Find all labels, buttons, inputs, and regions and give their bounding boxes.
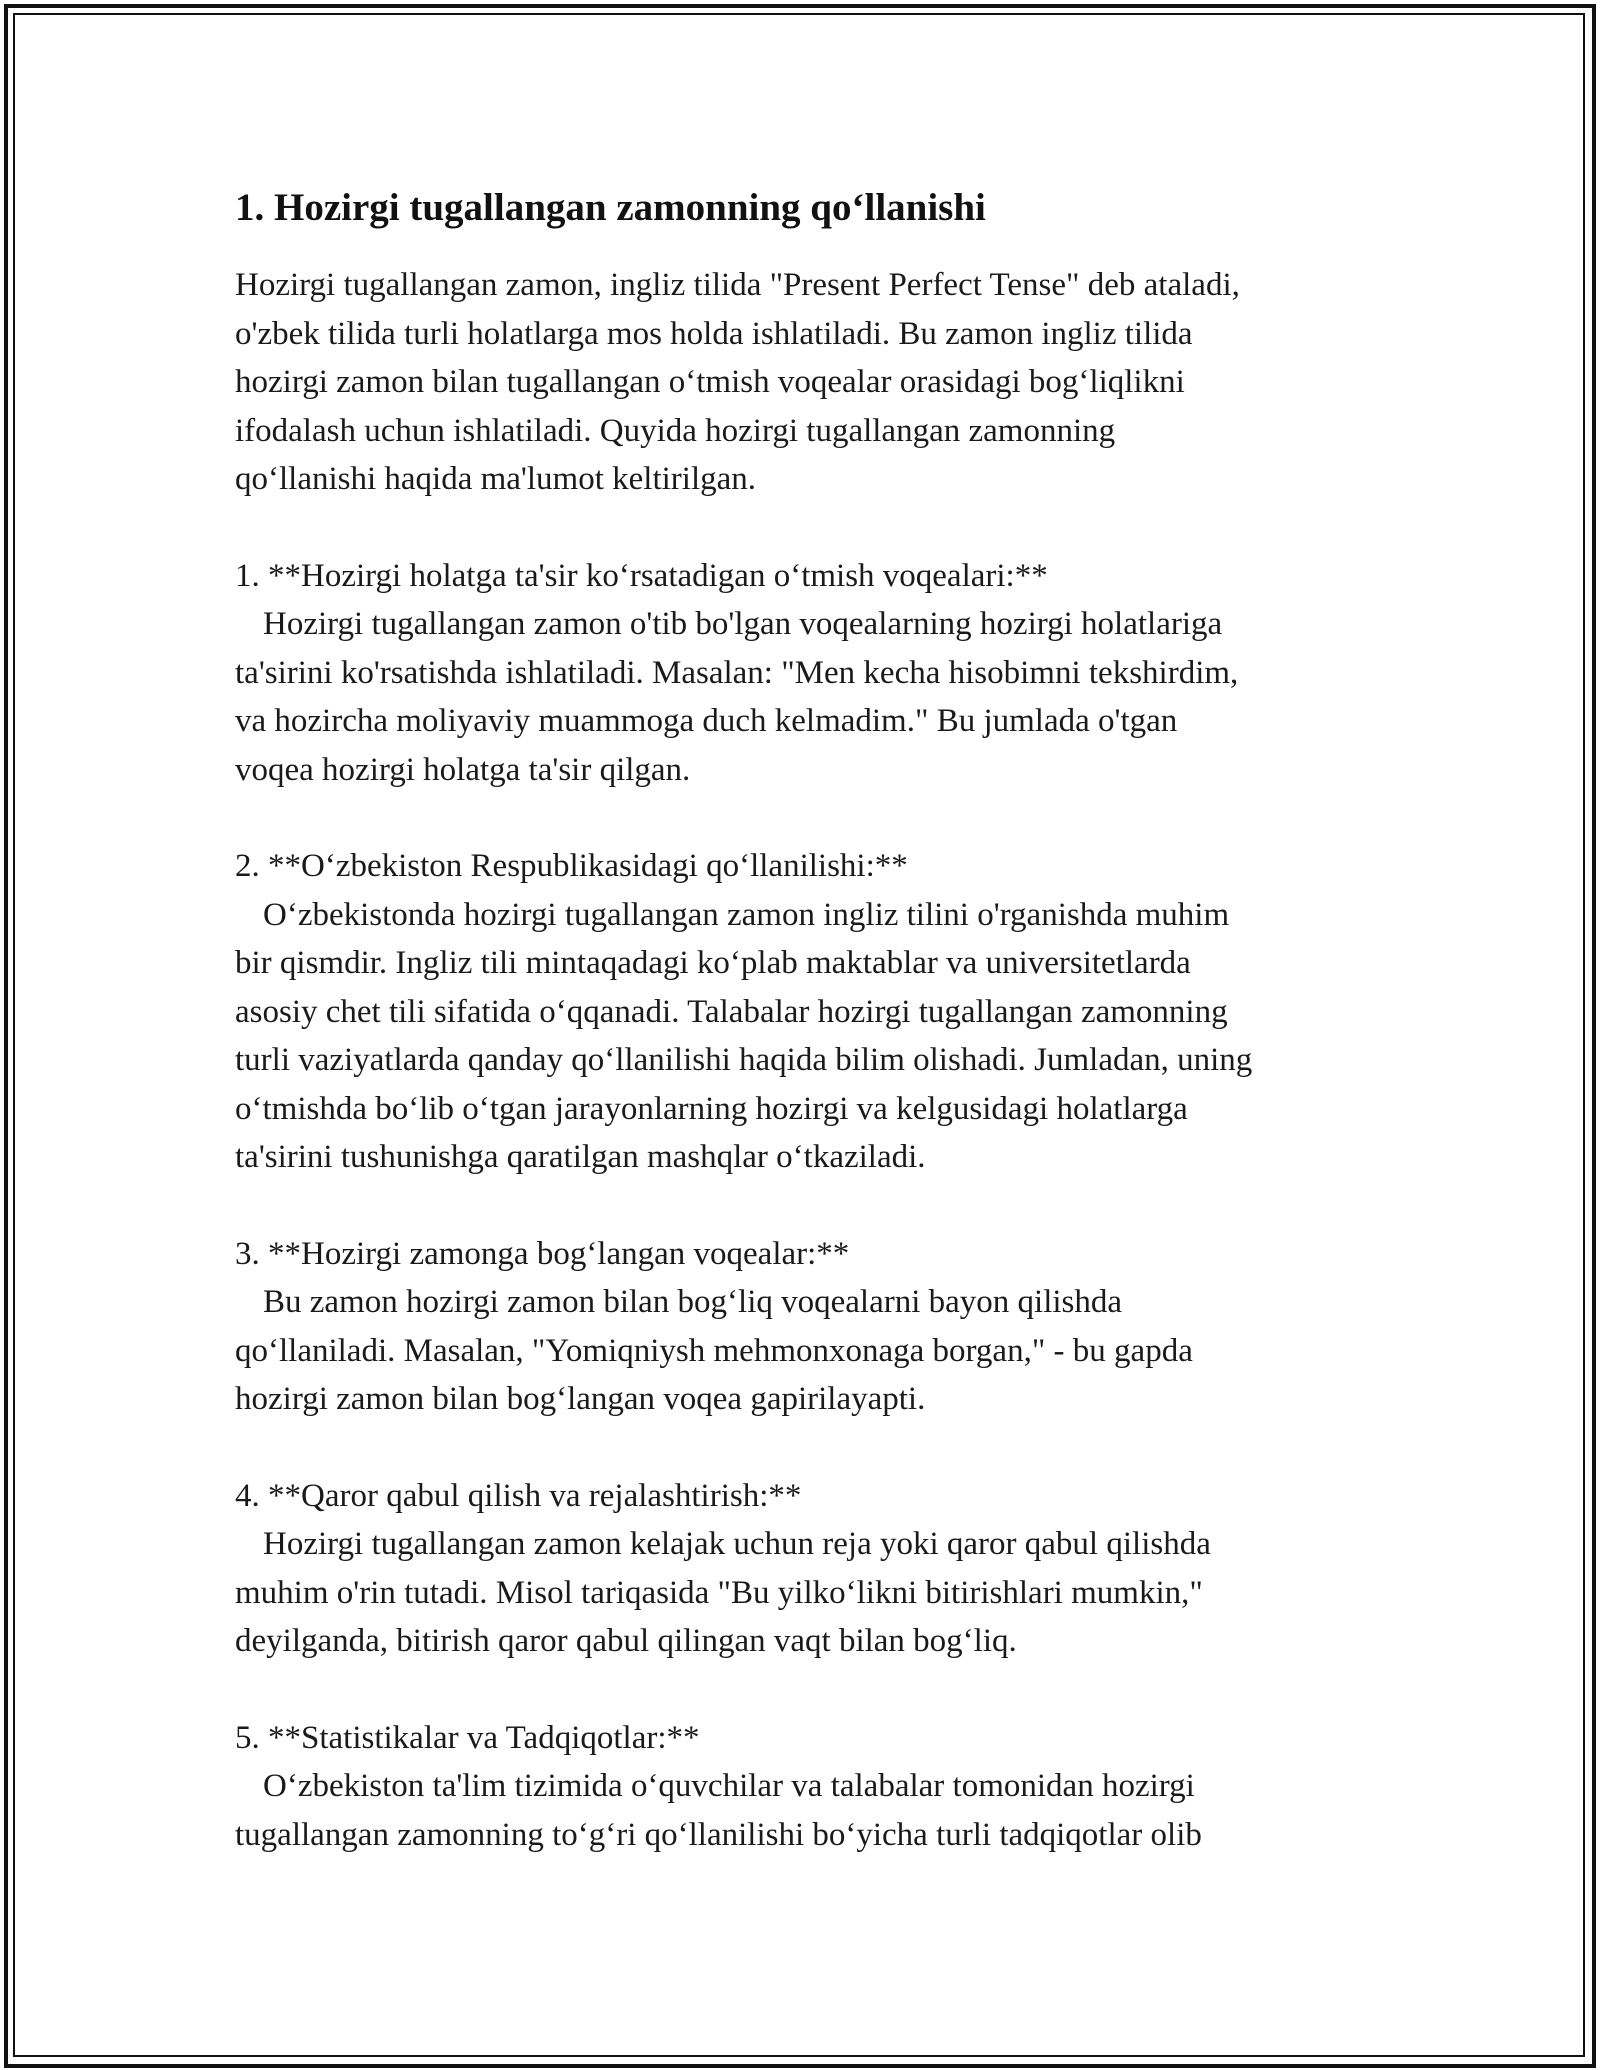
body-line: tugallangan zamonning to‘g‘ri qo‘llanilishi bo‘yicha turli tadqiqotlar olib (235, 1816, 1202, 1853)
section-5 (235, 1714, 1385, 1860)
section-heading: 2. **O‘zbekiston Respublikasidagi qo‘llanilishi:** (235, 848, 908, 884)
section-heading: 5. **Statistikalar va Tadqiqotlar:** (235, 1719, 700, 1756)
document-title: 1. Hozirgi tugallangan zamonning qo‘llanishi (235, 186, 986, 229)
section-body (235, 1762, 1385, 1859)
body-line: Hozirgi tugallangan zamon kelajak uchun reja yoki qaror qabul qilishda (263, 1526, 1211, 1562)
section-1 (235, 552, 1385, 795)
intro-line: ifodalash uchun ishlatiladi. Quyida hozirgi tugallangan zamonning (235, 412, 1116, 449)
body-line: voqea hozirgi holatga ta'sir qilgan. (235, 751, 691, 788)
body-line: turli vaziyatlarda qanday qo‘llanilishi haqida bilim olishadi. Jumladan, uning (235, 1042, 1253, 1078)
body-line: asosiy chet tili sifatida o‘qqanadi. Talabalar hozirgi tugallangan zamonning (235, 993, 1228, 1030)
section-heading: 3. **Hozirgi zamonga bog‘langan voqealar:** (235, 1235, 850, 1272)
section-body (235, 1278, 1385, 1424)
document-body (235, 184, 1385, 1907)
body-line: O‘zbekiston ta'lim tizimida o‘quvchilar va talabalar tomonidan hozirgi (263, 1768, 1195, 1804)
body-line: ta'sirini tushunishga qaratilgan mashqlar o‘tkaziladi. (235, 1139, 926, 1175)
section-4 (235, 1472, 1385, 1666)
body-line: O‘zbekistonda hozirgi tugallangan zamon ingliz tilini o'rganishda muhim (263, 896, 1230, 933)
body-line: o‘tmishda bo‘lib o‘tgan jarayonlarning hozirgi va kelgusidagi holatlarga (235, 1090, 1188, 1127)
body-line: deyilganda, bitirish qaror qabul qilingan vaqt bilan bog‘liq. (235, 1623, 1017, 1659)
section-heading: 4. **Qaror qabul qilish va rejalashtirish:** (235, 1477, 802, 1514)
intro-line: hozirgi zamon bilan tugallangan o‘tmish voqealar orasidagi bog‘liqlikni (235, 364, 1185, 400)
section-body (235, 1520, 1385, 1666)
body-line: hozirgi zamon bilan bog‘langan voqea gapirilayapti. (235, 1381, 926, 1417)
body-line: muhim o'rin tutadi. Misol tariqasida "Bu yilko‘likni bitirishlari mumkin," (235, 1574, 1203, 1611)
intro-line: o'zbek tilida turli holatlarga mos holda ishlatiladi. Bu zamon ingliz tilida (235, 315, 1193, 352)
body-line: Bu zamon hozirgi zamon bilan bog‘liq voqealarni bayon qilishda (263, 1284, 1123, 1320)
intro-line: qo‘llanishi haqida ma'lumot keltirilgan. (235, 461, 757, 497)
intro-paragraph (235, 261, 1385, 504)
section-2 (235, 842, 1385, 1182)
body-line: qo‘llaniladi. Masalan, "Yomiqniysh mehmonxonaga borgan," - bu gapda (235, 1332, 1193, 1369)
section-body (235, 600, 1385, 794)
body-line: bir qismdir. Ingliz tili mintaqadagi ko‘plab maktablar va universitetlarda (235, 945, 1191, 981)
body-line: ta'sirini ko'rsatishda ishlatiladi. Masalan: "Men kecha hisobimni tekshirdim, (235, 654, 1239, 691)
section-body (235, 891, 1385, 1182)
body-line: va hozircha moliyaviy muammoga duch kelmadim." Bu jumlada o'tgan (235, 703, 1178, 739)
section-3 (235, 1230, 1385, 1424)
body-line: Hozirgi tugallangan zamon o'tib bo'lgan voqealarning hozirgi holatlariga (263, 606, 1223, 642)
section-heading: 1. **Hozirgi holatga ta'sir ko‘rsatadigan o‘tmish voqealari:** (235, 557, 1048, 594)
intro-line: Hozirgi tugallangan zamon, ingliz tilida "Present Perfect Tense" deb ataladi, (235, 267, 1240, 303)
